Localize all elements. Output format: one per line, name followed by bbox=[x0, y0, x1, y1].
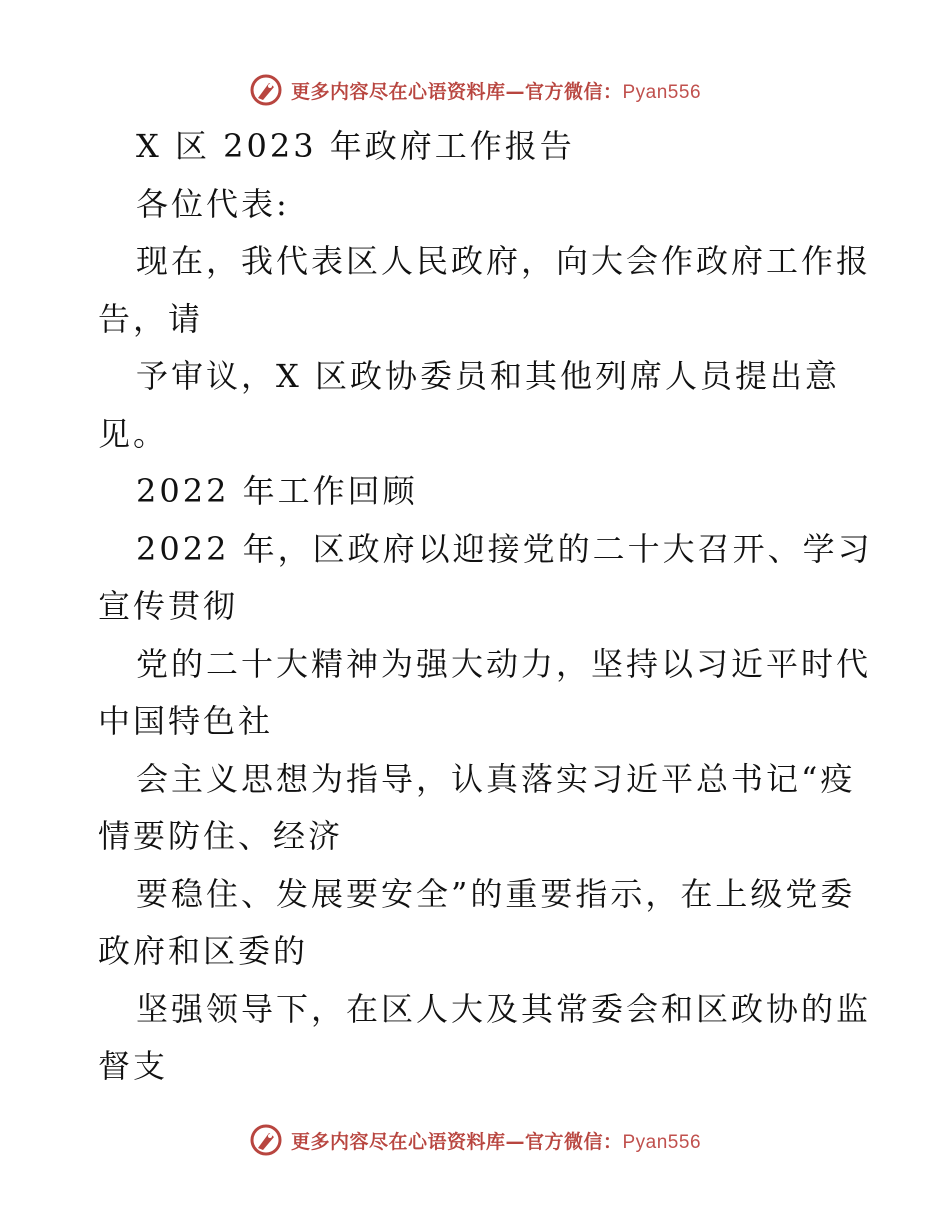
paragraph-line: 情要防住、经济 bbox=[98, 817, 344, 855]
wechat-handle: Pyan556 bbox=[622, 81, 702, 103]
watermark-text: 更多内容尽在心语资料库—官方微信：Pyan556 bbox=[290, 1130, 702, 1153]
wechat-handle: Pyan556 bbox=[622, 1131, 702, 1153]
paragraph-line: 会主义思想为指导，认真落实习近平总书记“疫 bbox=[136, 759, 856, 798]
watermark-footer bbox=[0, 1120, 950, 1160]
paragraph-line: 督支 bbox=[98, 1047, 169, 1085]
document-body bbox=[98, 118, 873, 1096]
paragraph-line: 2022 年，区政府以迎接党的二十大召开、学习 bbox=[136, 529, 873, 568]
paragraph-line: 要稳住、发展要安全”的重要指示，在上级党委 bbox=[136, 874, 856, 913]
paragraph-line: 见。 bbox=[98, 414, 169, 453]
paragraph-line: 宣传贯彻 bbox=[98, 587, 239, 625]
salutation: 各位代表: bbox=[136, 184, 290, 223]
paragraph-line: 告，请 bbox=[98, 299, 204, 338]
paragraph-line: 党的二十大精神为强大动力，坚持以习近平时代 bbox=[136, 644, 872, 683]
paragraph-line: 坚强领导下，在区人大及其常委会和区政协的监 bbox=[136, 989, 872, 1028]
document-title: X 区 2023 年政府工作报告 bbox=[136, 127, 575, 165]
pen-nib-logo-icon bbox=[249, 73, 283, 107]
paragraph-line: 中国特色社 bbox=[98, 702, 274, 740]
paragraph-line: 政府和区委的 bbox=[98, 932, 309, 970]
paragraph-line: 现在，我代表区人民政府，向大会作政府工作报 bbox=[136, 242, 872, 280]
pen-nib-logo-icon bbox=[249, 1123, 283, 1157]
watermark-header bbox=[0, 70, 950, 110]
watermark-text: 更多内容尽在心语资料库—官方微信：Pyan556 bbox=[290, 80, 702, 103]
section-heading: 2022 年工作回顾 bbox=[136, 472, 418, 510]
paragraph-line: 予审议，X 区政协委员和其他列席人员提出意 bbox=[136, 357, 840, 395]
